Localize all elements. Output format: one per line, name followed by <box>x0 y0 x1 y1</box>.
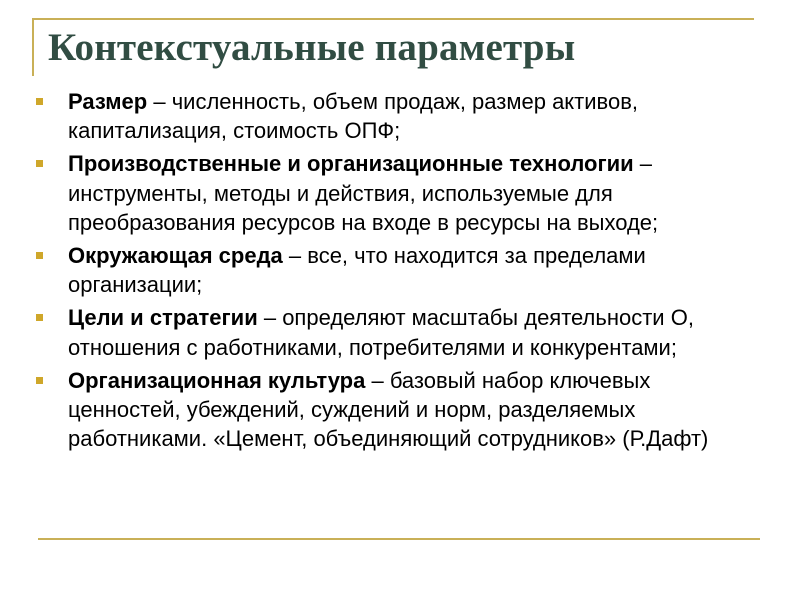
bullet-item-culture <box>36 366 760 454</box>
square-bullet-icon <box>36 160 43 167</box>
frame-bottom-line <box>38 538 760 540</box>
bullet-item-technologies <box>36 149 760 237</box>
square-bullet-icon <box>36 377 43 384</box>
frame-left-line <box>32 18 34 76</box>
bullet-text: – численность, объем продаж, размер активов, капитализация, стоимость ОПФ; <box>68 89 639 144</box>
bullet-text: – базовый набор ключевых ценностей, убеждений, суждений и норм, разделяемых работниками. «Цемент, объединяющий сотрудников» (Р.Дафт) <box>68 367 709 452</box>
square-bullet-icon <box>36 314 43 321</box>
frame-top-line <box>32 18 754 20</box>
bullet-text: – инструменты, методы и действия, используемые для преобразования ресурсов на входе в ресурсы на выходе; <box>68 151 659 236</box>
bullet-text: – все, что находится за пределами организации; <box>68 243 646 298</box>
bullet-term: Размер <box>68 89 148 114</box>
bullet-text: – определяют масштабы деятельности О, отношения с работниками, потребителями и конкурентами; <box>68 305 694 360</box>
bullet-term: Организационная культура <box>68 367 366 393</box>
square-bullet-icon <box>36 252 43 259</box>
bullet-term: Окружающая среда <box>68 243 283 269</box>
slide-title: Контекстуальные параметры <box>48 26 576 69</box>
bullet-item-size <box>36 87 760 146</box>
bullet-term: Цели и стратегии <box>68 305 258 331</box>
bullet-item-environment <box>36 241 760 300</box>
square-bullet-icon <box>36 98 43 105</box>
bullet-term: Производственные и организационные технологии <box>68 151 634 177</box>
bullet-item-goals <box>36 303 760 362</box>
bullet-list <box>36 87 760 457</box>
